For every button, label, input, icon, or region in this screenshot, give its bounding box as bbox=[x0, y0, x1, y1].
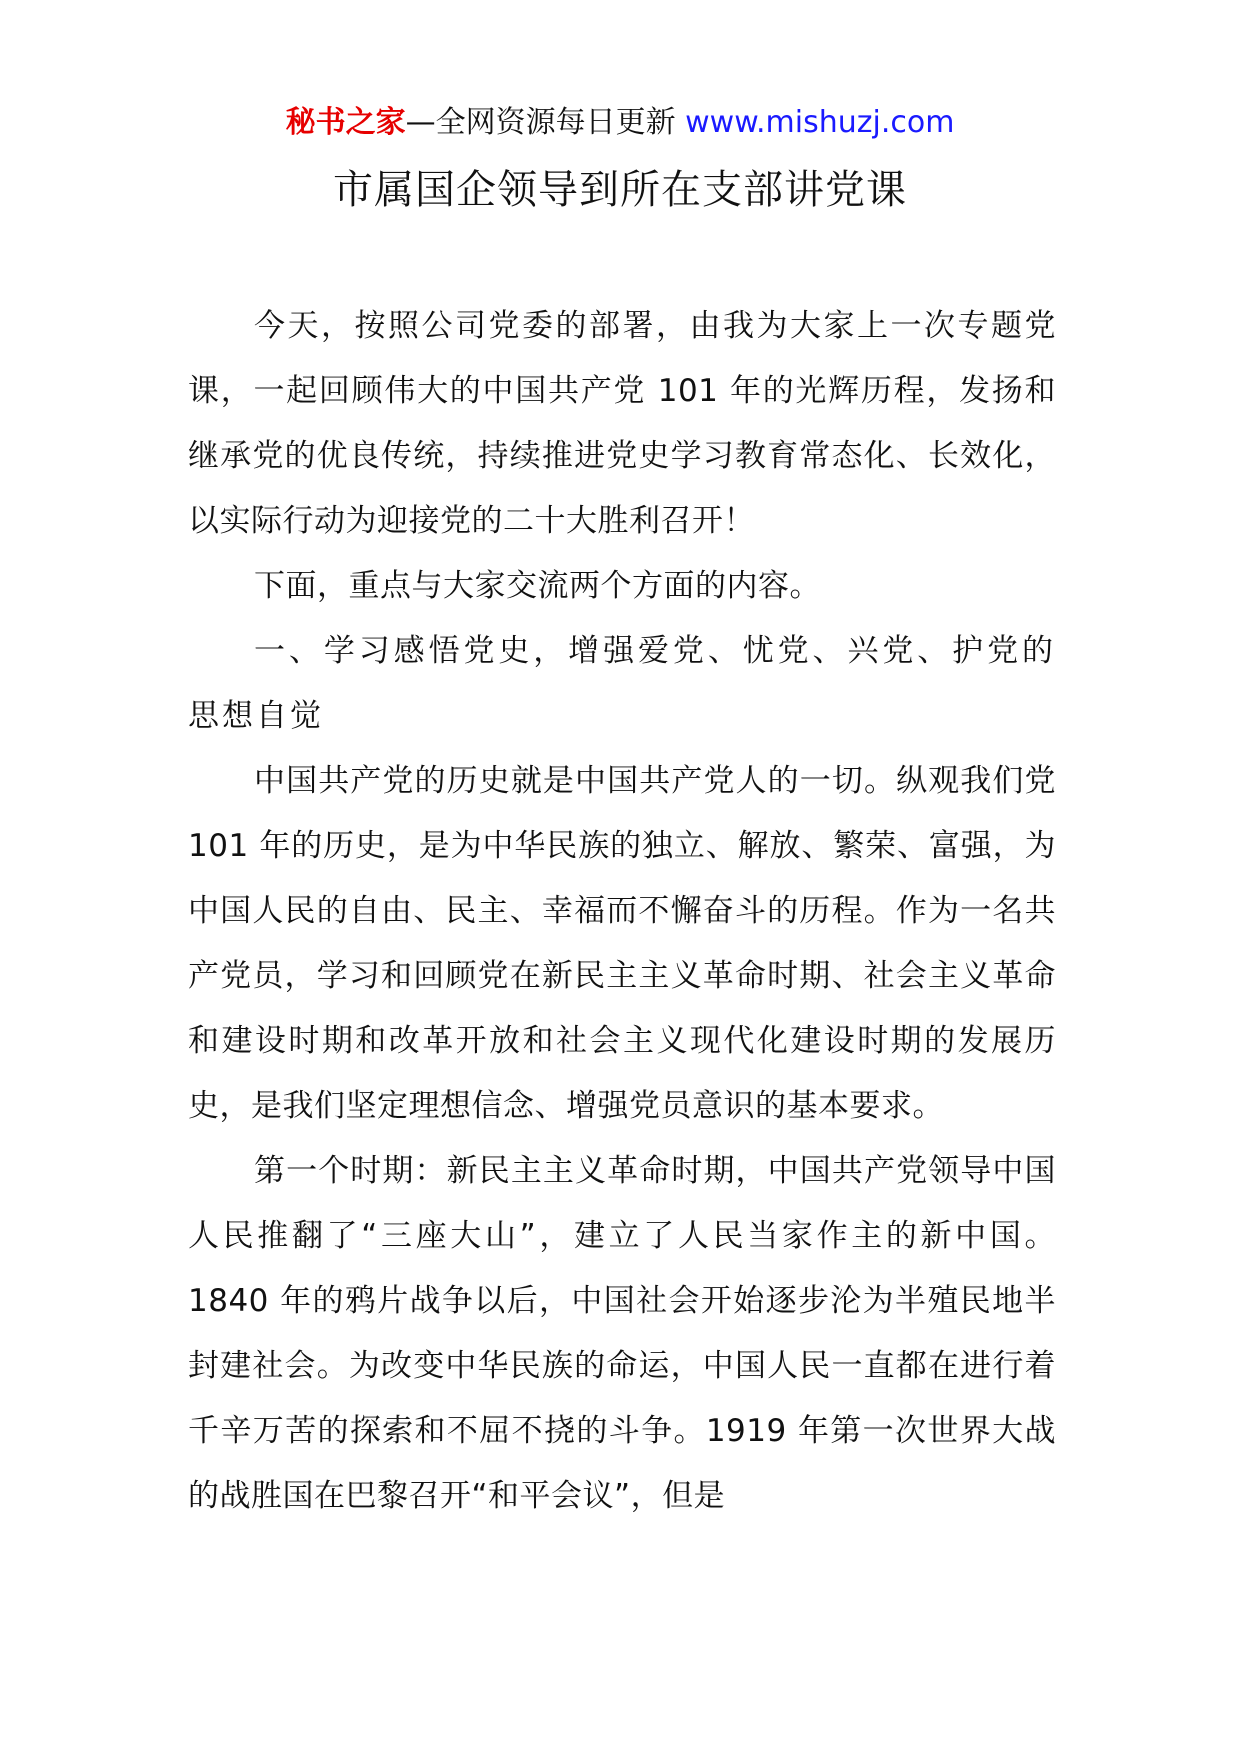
section-paragraph: 中国共产党的历史就是中国共产党人的一切。纵观我们党 101 年的历史，是为中华民族的独立、解放、繁荣、富强，为中国人民的自由、民主、幸福而不懈奋斗的历程。作为一名共产党员，学习和回顾党在新民主主义革命时期、社会主义革命和建设时期和改革开放和社会主义现代化建设时期的发展历史，是我们坚定理想信念、增强党员意识的基本要求。 bbox=[188, 763, 1056, 1124]
intro-paragraph: 今天，按照公司党委的部署，由我为大家上一次专题党课，一起回顾伟大的中国共产党 101 年的光辉历程，发扬和继承党的优良传统，持续推进党史学习教育常态化、长效化，以实际行动为迎接党的二十大胜利召开！ bbox=[188, 308, 1056, 539]
outline-paragraph: 下面，重点与大家交流两个方面的内容。 bbox=[254, 568, 821, 604]
section-paragraph: 第一个时期：新民主主义革命时期，中国共产党领导中国人民推翻了“三座大山”，建立了人民当家作主的新中国。1840 年的鸦片战争以后，中国社会开始逐步沦为半殖民地半封建社会。为改变中华民族的命运，中国人民一直都在进行着千辛万苦的探索和不屈不挠的斗争。1919 年第一次世界大战的战胜国在巴黎召开“和平会议”，但是 bbox=[188, 1153, 1056, 1514]
document-body bbox=[188, 294, 1056, 1529]
site-url-link[interactable]: www.mishuzj.com bbox=[685, 105, 955, 140]
section-heading: 一、学习感悟党史，增强爱党、忧党、兴党、护党的思想自觉 bbox=[188, 633, 1056, 734]
brand-name: 秘书之家 bbox=[285, 105, 406, 140]
site-banner bbox=[0, 100, 1240, 146]
document-title: 市属国企领导到所在支部讲党课 bbox=[333, 167, 907, 213]
banner-slogan: —全网资源每日更新 bbox=[405, 105, 686, 140]
